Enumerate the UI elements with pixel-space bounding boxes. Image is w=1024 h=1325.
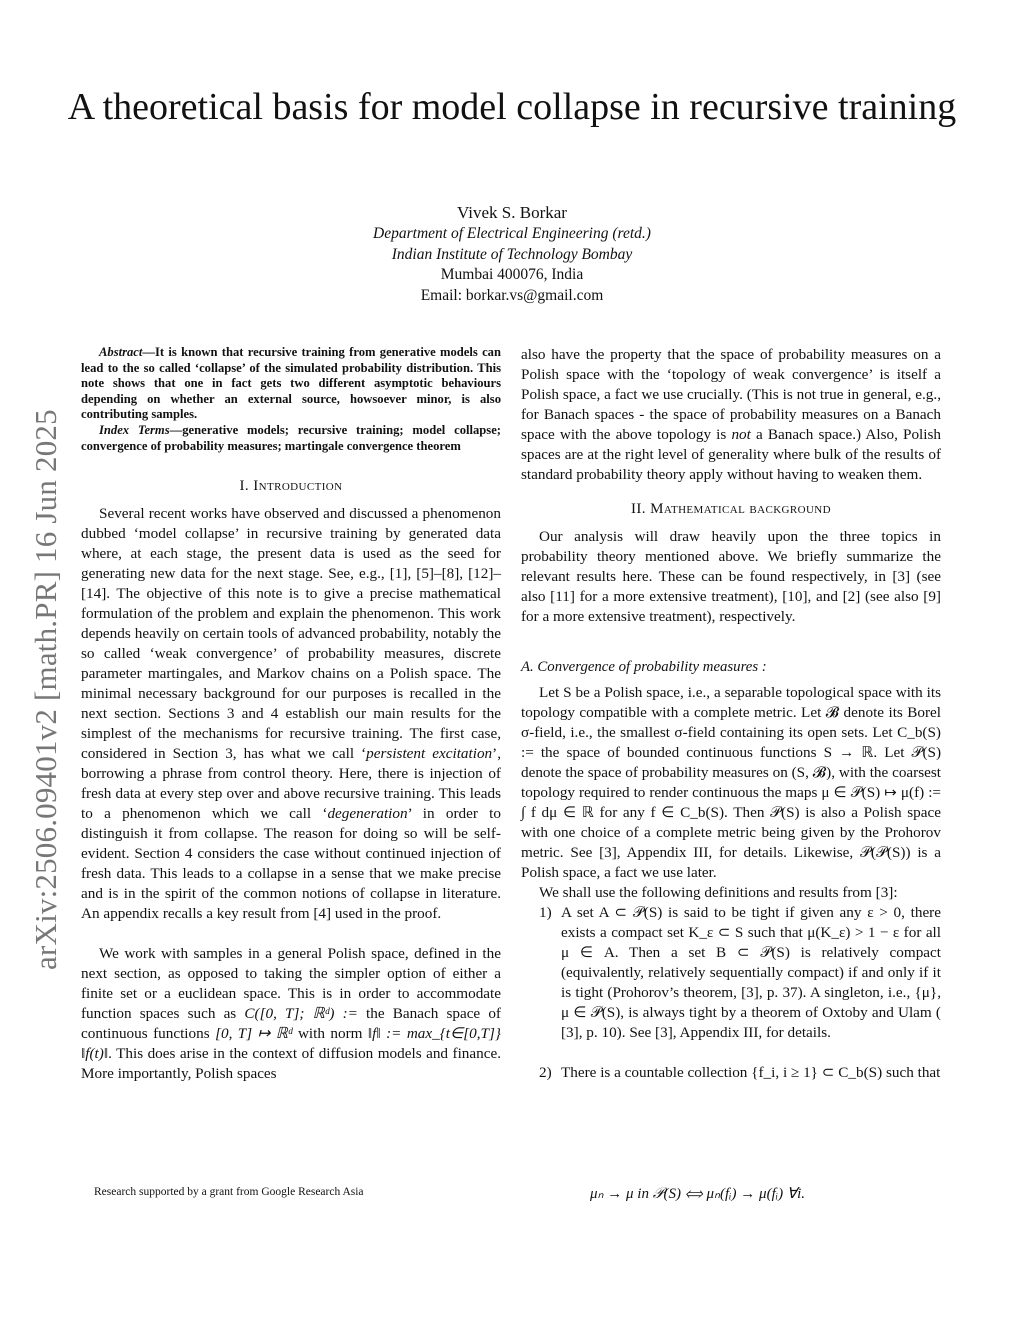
- list-number-2: 2): [539, 1064, 552, 1081]
- right-text-b: a Banach space.) Also, Polish spaces are at the right level of generality where bulk of the results of standard probability theory apply without having to weaken them.: [521, 426, 941, 483]
- intro-paragraph-2: [81, 944, 501, 1084]
- subsection-heading-convergence: A. Convergence of probability measures :: [521, 659, 767, 675]
- list-item-2: [521, 1063, 941, 1083]
- intro2-math-function-space: C([0, T]; ℝᵈ) :=: [244, 1005, 358, 1023]
- abstract-text: —It is known that recursive training from generative models can lead to the so called ‘collapse’ of the simulated probability distribution. This note shows that one in fact gets two different asymptotic behaviours depending on whether an external source, howsoever minor, is also contributing samples.: [81, 345, 501, 422]
- author-email: Email: borkar.vs@gmail.com: [420, 286, 604, 304]
- author-block: [200, 202, 824, 306]
- author-name: Vivek S. Borkar: [457, 203, 567, 222]
- section-heading-math-background: II. Mathematical background: [631, 501, 831, 517]
- background-paragraph: Our analysis will draw heavily upon the three topics in probability theory mentioned above. We briefly summarize the relevant results here. These can be found respectively, in [3] (see also [11] for a more extensive treatment), [10], and [2] (see also [9] for a more extensive treatment), respectively.: [521, 528, 941, 625]
- right-term-not: not: [731, 426, 751, 443]
- left-column: [81, 345, 501, 1084]
- index-terms-label: Index Terms: [99, 422, 170, 437]
- author-institute: Indian Institute of Technology Bombay: [391, 245, 633, 263]
- abstract: [81, 345, 501, 423]
- author-department: Department of Electrical Engineering (retd.): [373, 225, 651, 242]
- definitions-intro: We shall use the following definitions and results from [3]:: [539, 884, 898, 901]
- intro2-text-c: with norm: [292, 1025, 368, 1043]
- intro-paragraph-1: [81, 504, 501, 924]
- right-column: [521, 345, 941, 1083]
- intro-term-degeneration: degeneration: [327, 805, 408, 823]
- section-heading-introduction: I. Introduction: [239, 478, 343, 495]
- arxiv-identifier: arXiv:2506.09401v2 [math.PR] 16 Jun 2025: [28, 409, 63, 970]
- list-text-2: There is a countable collection {f_i, i ≥ 1} ⊂ C_b(S) such that: [561, 1064, 941, 1081]
- intro-text-a: Several recent works have observed and discussed a phenomenon dubbed ‘model collapse’ in recursive training by generated data where, at each stage, the present data is used as the seed for generating new data for the next stage. See, e.g., [1], [5]–[8], [12]–[14]. The objective of this note is to give a precise mathematical formulation of the problem and explain the phenomenon. This work depends heavily on certain tools of advanced probability, notably the so called ‘weak convergence’ of probability measures, discrete parameter martingales, and Markov chains on a Polish space. The minimal necessary background for our purposes is recalled in the next section. Sections 3 and 4 establish our main results for the simplest of the mechanisms for recursive training. The first case, considered in Section 3, has what we call ‘: [81, 505, 501, 763]
- index-terms: [81, 423, 501, 454]
- abstract-label: Abstract: [99, 345, 143, 359]
- footnote: Research supported by a grant from Google Research Asia: [94, 1186, 364, 1198]
- index-terms-text: —generative models; recursive training; model collapse; convergence of probability measures; martingale convergence theorem: [81, 422, 501, 453]
- right-paragraph-continued: [521, 345, 941, 485]
- equation-weak-convergence: μₙ → μ in 𝒫(S) ⟺ μₙ(fᵢ) → μ(fᵢ) ∀i.: [590, 1186, 806, 1202]
- intro2-text-d: . This does arise in the context of diffusion models and finance. More importantly, Polish spaces: [81, 1045, 501, 1083]
- intro-text-c: ’ in order to distinguish it from collapse. The reason for doing so will be self-evident. Section 4 considers the case without continued injection of fresh data. This leads to a collapse in a sense that we make precise and is in the spirit of the common notions of collapse in literature. An appendix recalls a key result from [4] used in the proof.: [81, 805, 501, 923]
- intro2-text-b: the Banach space of continuous functions: [81, 1005, 501, 1043]
- list-item-1: [521, 903, 941, 1043]
- intro-term-persistent-excitation: persistent excitation: [366, 745, 493, 763]
- intro2-math-map: [0, T] ↦ ℝᵈ: [215, 1025, 293, 1043]
- list-text-1: A set A ⊂ 𝒫(S) is said to be tight if given any ε > 0, there exists a compact set K_ε ⊂ S such that μ(K_ε) > 1 − ε for all μ ∈ A. Then a set B ⊂ 𝒫(S) is relatively compact (equivalently, relatively sequentially compact) if and only if it is tight (Prohorov’s theorem, [3], p. 37). A singleton, i.e., {μ}, μ ∈ 𝒫(S), is always tight by a theorem of Oxtoby and Ulam ( [3], p. 10). See [3], Appendix III, for details.: [561, 904, 941, 1041]
- right-text-a: also have the property that the space of probability measures on a Polish space with the ‘topology of weak convergence’ is itself a Polish space, a fact we use crucially. (This is not true in general, e.g., for Banach spaces - the space of probability measures on a Banach space with the above topology is: [521, 346, 941, 443]
- list-number-1: 1): [539, 904, 552, 921]
- paper-title: A theoretical basis for model collapse in recursive training: [67, 86, 957, 128]
- intro2-text-a: We work with samples in a general Polish space, defined in the next section, as opposed to taking the simpler option of either a finite set or a euclidean space. This is in order to accommodate function spaces such as: [81, 945, 501, 1023]
- author-city: Mumbai 400076, India: [440, 266, 584, 283]
- intro-text-b: ’, borrowing a phrase from control theory. Here, there is injection of fresh data at every step over and above recursive training. This leads to a phenomenon which we call ‘: [81, 745, 501, 823]
- polish-space-paragraph: Let S be a Polish space, i.e., a separable topological space with its topology compatible with a complete metric. Let 𝓑 denote its Borel σ-field, i.e., the smallest σ-field containing its open sets. Let C_b(S) := the space of bounded continuous functions S → ℝ. Let 𝒫(S) denote the space of probability measures on (S, 𝓑), with the coarsest topology required to render continuous the maps μ ∈ 𝒫(S) ↦ μ(f) := ∫ f dμ ∈ ℝ for any f ∈ C_b(S). Then 𝒫(S) is also a Polish space with one choice of a complete metric being given by the Prohorov metric. See [3], Appendix III, for details. Likewise, 𝒫(𝒫(S)) is a Polish space, a fact we use later.: [521, 684, 941, 881]
- intro2-math-norm: ‖f‖ := max_{t∈[0,T]} ‖f(t)‖: [81, 1025, 501, 1063]
